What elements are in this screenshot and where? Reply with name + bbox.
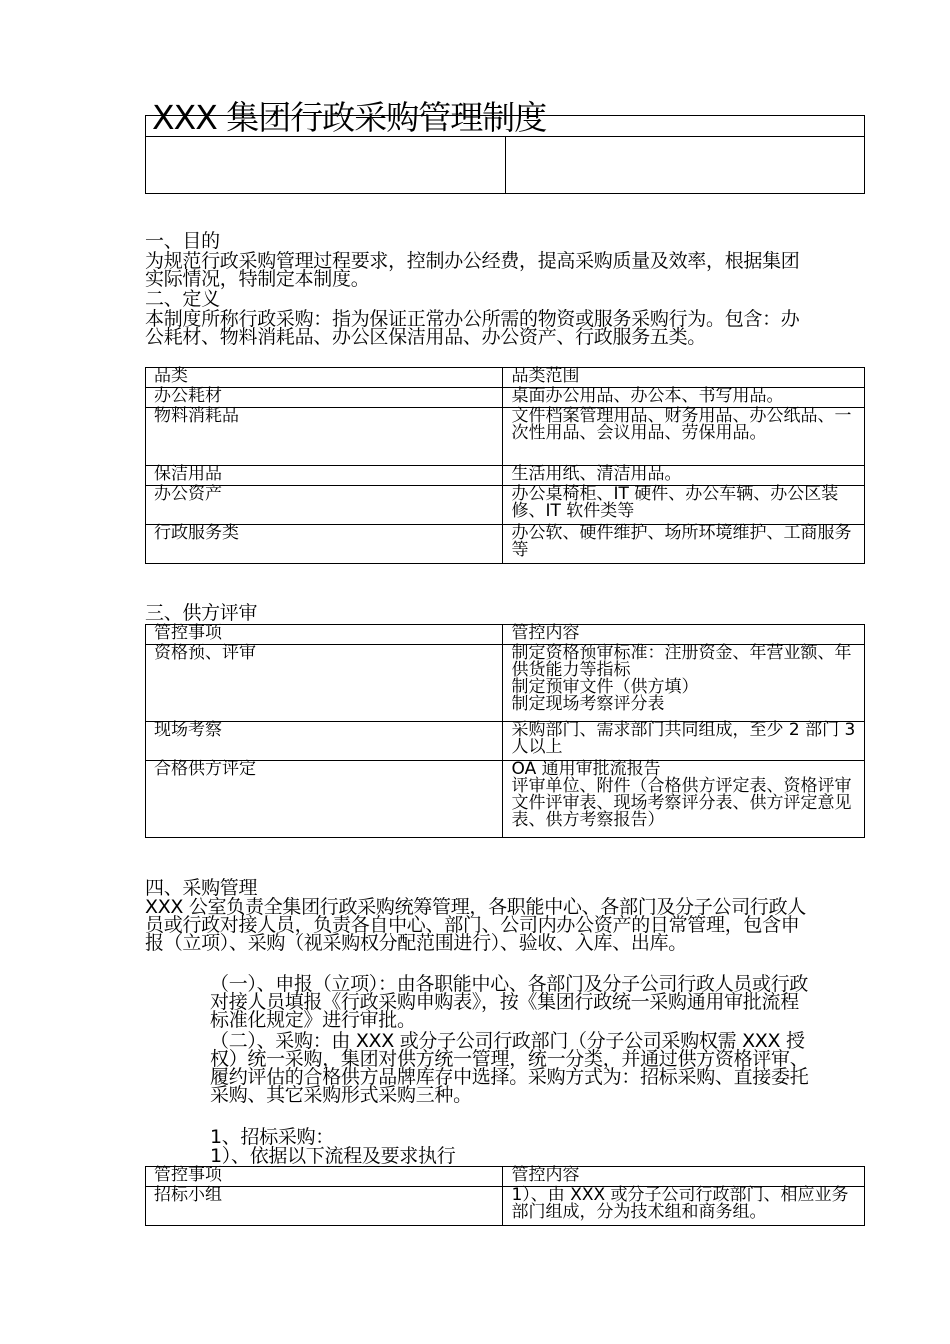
section-4-body: XXX 公室负责全集团行政采购统筹管理，各职能中心、各部门及分子公司行政人员或行政对接人员，负责各自中心、部门、公司内办公资产的日常管理，包含申报（立项）、采购（视采购权分配范围进行）、验收、入库、出库。 <box>145 896 806 954</box>
table-cell: 保洁用品 <box>146 466 503 486</box>
table-row <box>146 525 865 564</box>
table-header-cell: 品类 <box>146 368 503 388</box>
table-cell: 办公桌椅柜、IT 硬件、办公车辆、办公区装修、IT 软件类等 <box>503 486 865 525</box>
document-title: XXX 集团行政采购管理制度 <box>152 98 547 137</box>
table-row <box>146 408 865 466</box>
table-cell: 1）、由 XXX 或分子公司行政部门、相应业务部门组成，分为技术组和商务组。 <box>503 1187 865 1226</box>
table-cell: 现场考察 <box>146 722 503 761</box>
supplier-review-table <box>145 624 865 838</box>
section-4-sub-1: 1、招标采购： <box>210 1126 334 1148</box>
section-4-item-2: （二）、采购：由 XXX 或分子公司行政部门（分子公司采购权需 XXX 授权）统一采购，集团对供方统一管理，统一分类，并通过供方资格评审、履约评估的合格供方品牌库存中选择。采购方式为：招标采购、直接委托采购、其它采购形式采购三种。 <box>210 1030 809 1106</box>
table-cell <box>503 761 865 838</box>
table-cell: 办公资产 <box>146 486 503 525</box>
table-row <box>146 761 865 838</box>
table-header-cell: 品类范围 <box>503 368 865 388</box>
tender-table <box>145 1166 865 1226</box>
table-header-row <box>146 1167 865 1187</box>
cell-line: 采购部门、需求部门共同组成，至少 2 部门 3 人以上 <box>511 720 856 757</box>
table-cell: 文件档案管理用品、财务用品、办公纸品、一次性用品、会议用品、劳保用品。 <box>503 408 865 466</box>
table-cell: 桌面办公用品、办公本、书写用品。 <box>503 388 865 408</box>
table-cell <box>503 645 865 722</box>
table-header-cell: 管控内容 <box>503 625 865 645</box>
table-row <box>146 388 865 408</box>
section-3-heading: 三、供方评审 <box>145 602 258 624</box>
cell-line: 制定预审文件（供方填） <box>511 677 699 697</box>
table-row <box>146 645 865 722</box>
table-header-cell: 管控事项 <box>146 625 503 645</box>
table-cell: 合格供方评定 <box>146 761 503 838</box>
cell-line: 制定现场考察评分表 <box>511 694 665 714</box>
table-cell: 生活用纸、清洁用品。 <box>503 466 865 486</box>
table-cell: 招标小组 <box>146 1187 503 1226</box>
table-row <box>146 722 865 761</box>
table-row <box>146 486 865 525</box>
table-cell: 行政服务类 <box>146 525 503 564</box>
cell-line: 评审单位、附件（合格供方评定表、资格评审文件评审表、现场考察评分表、供方评定意见表、供方考察报告） <box>511 776 852 830</box>
cell-line: 制定资格预审标准：注册资金、年营业额、年供货能力等指标 <box>511 643 852 680</box>
table-header-row <box>146 368 865 388</box>
table-row <box>146 466 865 486</box>
table-cell: 办公耗材 <box>146 388 503 408</box>
table-cell: 办公软、硬件维护、场所环境维护、工商服务等 <box>503 525 865 564</box>
section-1-heading: 一、目的 <box>145 230 220 252</box>
table-row <box>146 1187 865 1226</box>
section-1-body: 为规范行政采购管理过程要求，控制办公经费，提高采购质量及效率，根据集团实际情况，特制定本制度。 <box>145 250 800 290</box>
table-cell <box>503 722 865 761</box>
table-cell: 资格预、评审 <box>146 645 503 722</box>
section-4-item-1: （一）、申报（立项）：由各职能中心、各部门及分子公司行政人员或行政对接人员填报《行政采购申购表》，按《集团行政统一采购通用审批流程标准化规定》进行审批。 <box>210 973 809 1031</box>
header-table-divider <box>505 136 506 193</box>
section-4-sub-2: 1）、依据以下流程及要求执行 <box>210 1145 456 1167</box>
table-header-cell: 管控事项 <box>146 1167 503 1187</box>
section-2-body: 本制度所称行政采购：指为保证正常办公所需的物资或服务采购行为。包含：办公耗材、物料消耗品、办公区保洁用品、办公资产、行政服务五类。 <box>145 308 800 348</box>
section-4-heading: 四、采购管理 <box>145 877 258 899</box>
category-table <box>145 367 865 564</box>
section-2-heading: 二、定义 <box>145 288 220 310</box>
table-header-row <box>146 625 865 645</box>
table-cell: 物料消耗品 <box>146 408 503 466</box>
table-header-cell: 管控内容 <box>503 1167 865 1187</box>
cell-line: OA 通用审批流报告 <box>511 759 661 779</box>
